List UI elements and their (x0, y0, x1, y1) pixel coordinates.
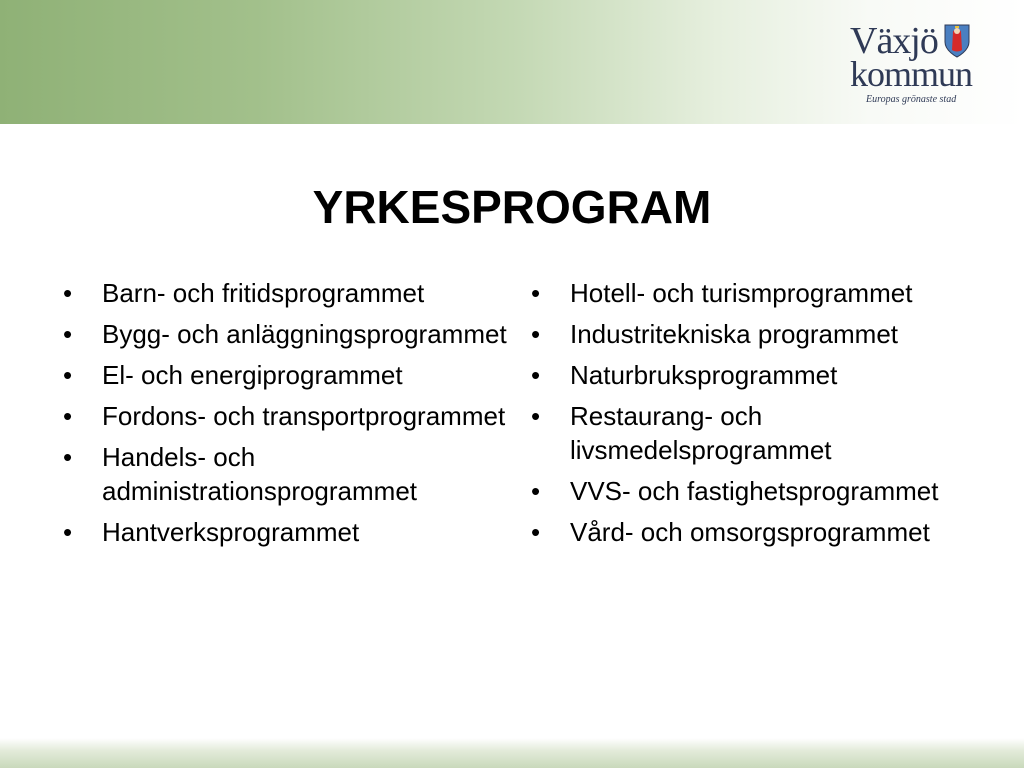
list-item: • Hotell- och turismprogrammet (531, 278, 913, 308)
list-item: • Industritekniska programmet (531, 319, 899, 349)
bullet-icon: • (531, 476, 541, 506)
bullet-icon: • (531, 517, 541, 547)
coat-of-arms-icon (944, 24, 970, 58)
bullet-icon: • (531, 360, 541, 390)
list-item: • Barn- och fritidsprogrammet (63, 278, 425, 308)
list-item: • VVS- och fastighetsprogrammet (531, 476, 939, 506)
bullet-icon: • (63, 360, 73, 390)
list-item: • Restaurang- och livsmedelsprogrammet (531, 401, 832, 465)
list-item: • Handels- och administrationsprogrammet (63, 442, 418, 506)
bullet-icon: • (531, 278, 541, 308)
program-list-right (528, 276, 968, 556)
logo-line2: kommun (850, 54, 973, 94)
bullet-icon: • (531, 401, 541, 431)
bullet-icon: • (63, 401, 73, 431)
bullet-icon: • (63, 319, 73, 349)
list-item: • Hantverksprogrammet (63, 517, 360, 547)
bullet-icon: • (63, 517, 73, 547)
logo-line1: Växjö (850, 20, 938, 62)
bullet-icon: • (63, 278, 73, 308)
list-item: • El- och energiprogrammet (63, 360, 403, 390)
bullet-icon: • (531, 319, 541, 349)
bullet-icon: • (63, 442, 73, 472)
footer-band (0, 738, 1024, 768)
list-item: • Vård- och omsorgsprogrammet (531, 517, 930, 547)
logo-tagline: Europas grönaste stad (866, 94, 957, 105)
slide-title: YRKESPROGRAM (312, 181, 712, 233)
vaxjo-kommun-logo (848, 22, 998, 112)
list-item: • Naturbruksprogrammet (531, 360, 838, 390)
list-item: • Fordons- och transportprogrammet (63, 401, 506, 431)
list-item: • Bygg- och anläggningsprogrammet (63, 319, 507, 349)
program-list-left (60, 276, 510, 556)
